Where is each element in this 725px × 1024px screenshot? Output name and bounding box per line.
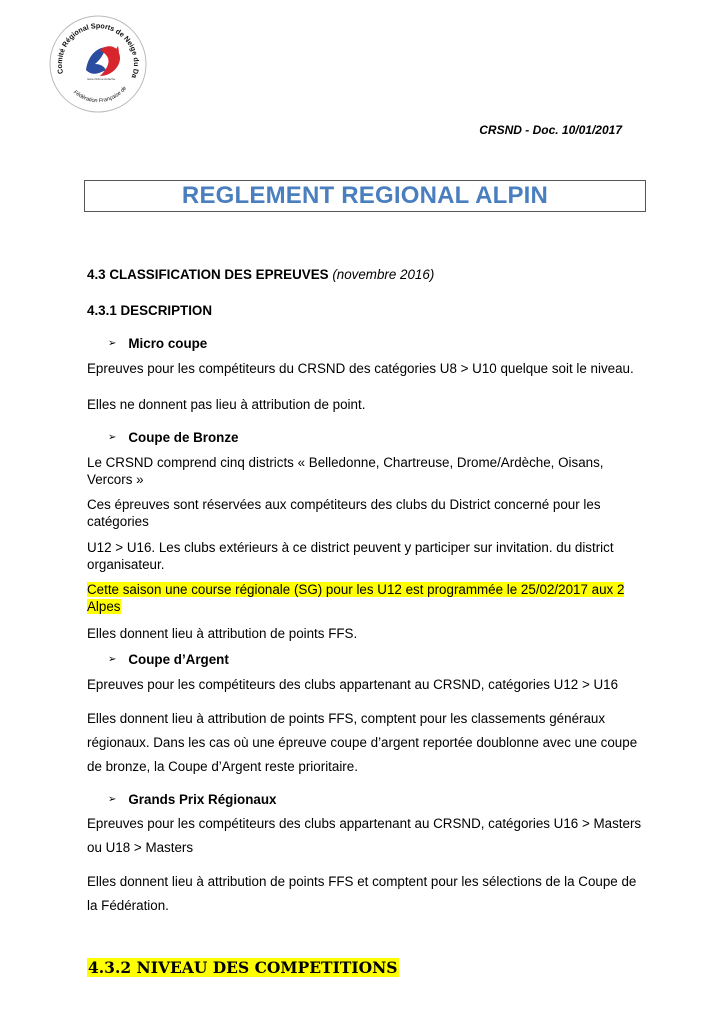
bullet-heading: Micro coupe	[128, 336, 208, 351]
micro-paragraph-2: Elles ne donnent pas lieu à attribution de point.	[87, 397, 366, 412]
micro-paragraph-1: Epreuves pour les compétiteurs du CRSND des catégories U8 > U10 quelque soit le niveau.	[87, 361, 634, 376]
document-reference: CRSND - Doc. 10/01/2017	[479, 123, 622, 137]
federation-logo	[48, 14, 148, 114]
bullet-arrow-icon: ➢	[108, 338, 117, 349]
section-heading-4-3	[87, 267, 642, 284]
argent-paragraph-2: Elles donnent lieu à attribution de points FFS, comptent pour les classements généraux régionaux. Dans les cas où une épreuve coupe d’argent reportée doublonne avec une coupe de bronze, la Coupe d’Argent reste prioritaire.	[87, 711, 638, 774]
section-heading-4-3-2: 4.3.2 NIVEAU DES COMPETITIONS	[88, 958, 398, 977]
logo-arc-text: Comité Régional Sports de Neige du Da	[54, 21, 142, 80]
section-heading-4-3-1: 4.3.1 DESCRIPTION	[87, 303, 213, 318]
bullet-arrow-icon: ➢	[108, 794, 117, 805]
bullet-coupe-bronze	[108, 430, 239, 445]
bullet-heading: Grands Prix Régionaux	[128, 792, 277, 807]
bullet-grands-prix	[108, 792, 276, 807]
gpr-paragraph-1: Epreuves pour les compétiteurs des clubs appartenant au CRSND, catégories U16 > Masters ou U18 > Masters	[87, 816, 642, 855]
bronze-paragraph-1: Le CRSND comprend cinq districts « Belledonne, Chartreuse, Drome/Ardèche, Oisans, Vercors »	[87, 455, 604, 487]
page-title: REGLEMENT REGIONAL ALPIN	[181, 182, 549, 209]
bullet-arrow-icon: ➢	[108, 654, 117, 665]
bronze-paragraph-3: U12 > U16. Les clubs extérieurs à ce district peuvent y participer sur invitation. du district organisateur.	[87, 540, 614, 572]
bullet-arrow-icon: ➢	[108, 432, 117, 443]
bullet-heading: Coupe de Bronze	[128, 430, 239, 445]
title-box	[84, 180, 646, 212]
bronze-paragraph-4: Elles donnent lieu à attribution de points FFS.	[87, 626, 358, 641]
argent-paragraph-1: Epreuves pour les compétiteurs des clubs appartenant au CRSND, catégories U12 > U16	[87, 677, 619, 692]
gpr-paragraph-2: Elles donnent lieu à attribution de points FFS et comptent pour les sélections de la Coupe de la Fédération.	[87, 874, 637, 913]
section-date: (novembre 2016)	[332, 267, 435, 282]
bronze-paragraph-2: Ces épreuves sont réservées aux compétiteurs des clubs du District concerné pour les catégories	[87, 497, 601, 529]
highlighted-text: Cette saison une course régionale (SG) pour les U12 est programmée le 25/02/2017 aux 2 Alpes	[87, 582, 625, 614]
logo-inner-text: Isère Drôme Ardèche	[87, 77, 116, 81]
bullet-heading: Coupe d’Argent	[128, 652, 229, 667]
bullet-coupe-argent	[108, 652, 229, 667]
section-label: 4.3 CLASSIFICATION DES EPREUVES	[87, 267, 329, 282]
bullet-micro-coupe	[108, 336, 207, 351]
logo-bottom-text: Fédération Française de	[72, 85, 129, 105]
bronze-highlight	[87, 582, 642, 615]
